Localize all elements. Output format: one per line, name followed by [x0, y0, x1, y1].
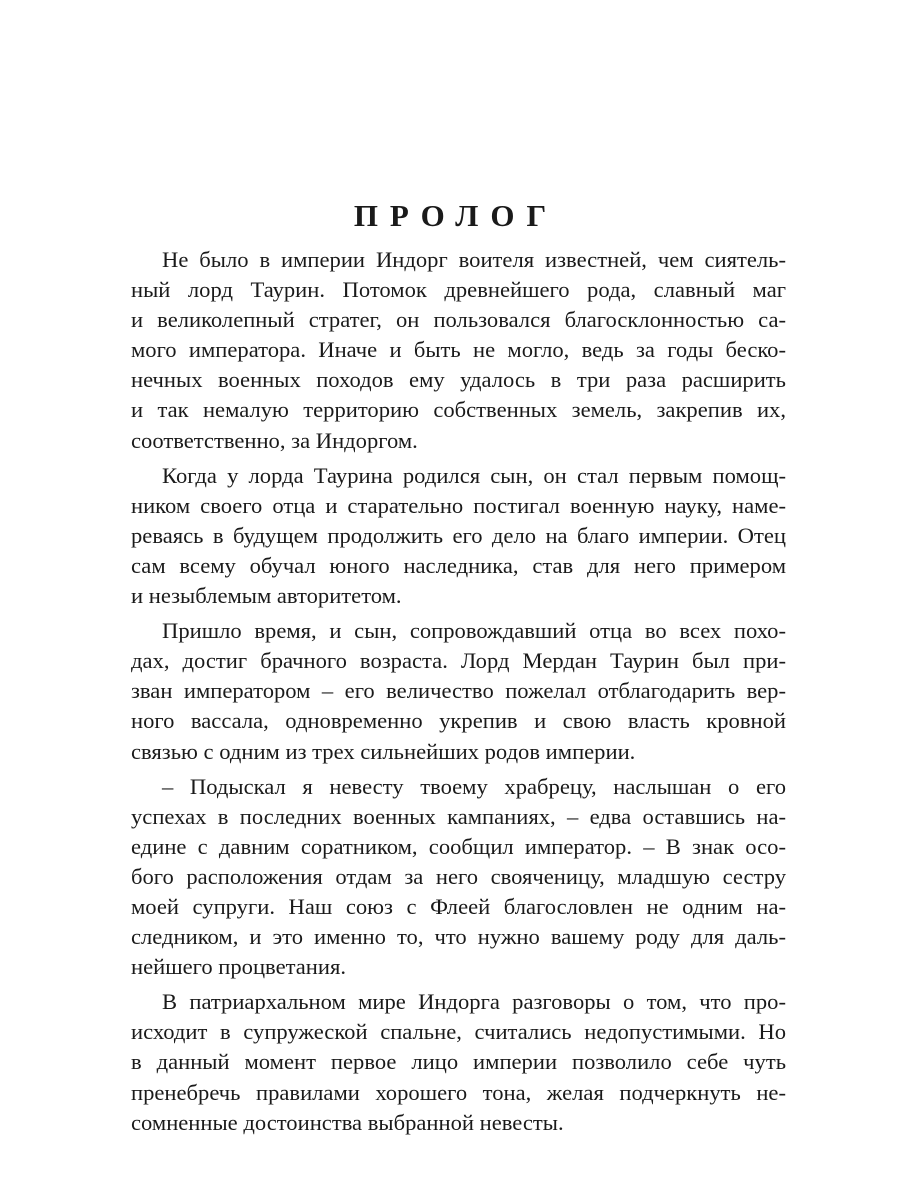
- text-line: ный лорд Таурин. Потомок древнейшего рода, славный маг: [131, 277, 786, 303]
- chapter-title: ПРОЛОГ: [353, 198, 559, 233]
- text-line: нейшего процветания.: [131, 954, 347, 980]
- text-line: исходит в супружеской спальне, считались недопустимыми. Но: [131, 1019, 786, 1045]
- text-line: нечных военных походов ему удалось в три раза расширить: [131, 367, 786, 393]
- text-line: реваясь в будущем продолжить его дело на благо империи. Отец: [131, 522, 786, 548]
- text-line: едине с давним соратником, сообщил император. – В знак осо-: [131, 833, 786, 859]
- text-line: успехах в последних военных кампаниях, – едва оставшись на-: [131, 803, 786, 829]
- text-line: зван императором – его величество пожелал отблагодарить вер-: [131, 678, 786, 704]
- text-line: сомненные достоинства выбранной невесты.: [131, 1109, 564, 1135]
- text-line: сам всему обучал юного наследника, став для него примером: [131, 552, 786, 578]
- text-line: ного вассала, одновременно укрепив и свою власть кровной: [131, 708, 786, 734]
- text-line: и великолепный стратег, он пользовался благосклонностью са-: [131, 307, 786, 333]
- text-line: В патриархальном мире Индорга разговоры о том, что про-: [162, 989, 786, 1015]
- body-text: [131, 245, 786, 1143]
- text-line: Не было в империи Индорг воителя известней, чем сиятель-: [162, 247, 786, 272]
- text-line: бого расположения отдам за него свояченицу, младшую сестру: [131, 863, 786, 889]
- paragraph: [131, 245, 786, 456]
- text-line: – Подыскал я невесту твоему храбрецу, наслышан о его: [162, 773, 786, 799]
- paragraph: [131, 772, 786, 983]
- text-line: моей супруги. Наш союз с Флеей благословлен не одним на-: [131, 893, 786, 919]
- text-line: следником, и это именно то, что нужно вашему роду для даль-: [131, 924, 786, 950]
- text-line: пренебречь правилами хорошего тона, желая подчеркнуть не-: [131, 1079, 786, 1105]
- paragraph: [131, 616, 786, 766]
- text-line: Когда у лорда Таурина родился сын, он стал первым помощ-: [162, 462, 786, 488]
- text-line: Пришло время, и сын, сопровождавший отца во всех похо-: [162, 618, 786, 644]
- text-line: соответственно, за Индоргом.: [131, 427, 418, 453]
- text-line: ником своего отца и старательно постигал военную науку, наме-: [131, 492, 786, 518]
- text-line: в данный момент первое лицо империи позволило себе чуть: [131, 1049, 786, 1075]
- text-line: дах, достиг брачного возраста. Лорд Мердан Таурин был при-: [131, 648, 786, 674]
- text-line: мого императора. Иначе и быть не могло, ведь за годы беско-: [131, 337, 786, 363]
- paragraph: [131, 461, 786, 611]
- text-line: и так немалую территорию собственных земель, закрепив их,: [131, 397, 786, 423]
- text-line: и незыблемым авторитетом.: [131, 583, 402, 609]
- text-line: связью с одним из трех сильнейших родов империи.: [131, 738, 636, 764]
- paragraph: [131, 987, 786, 1137]
